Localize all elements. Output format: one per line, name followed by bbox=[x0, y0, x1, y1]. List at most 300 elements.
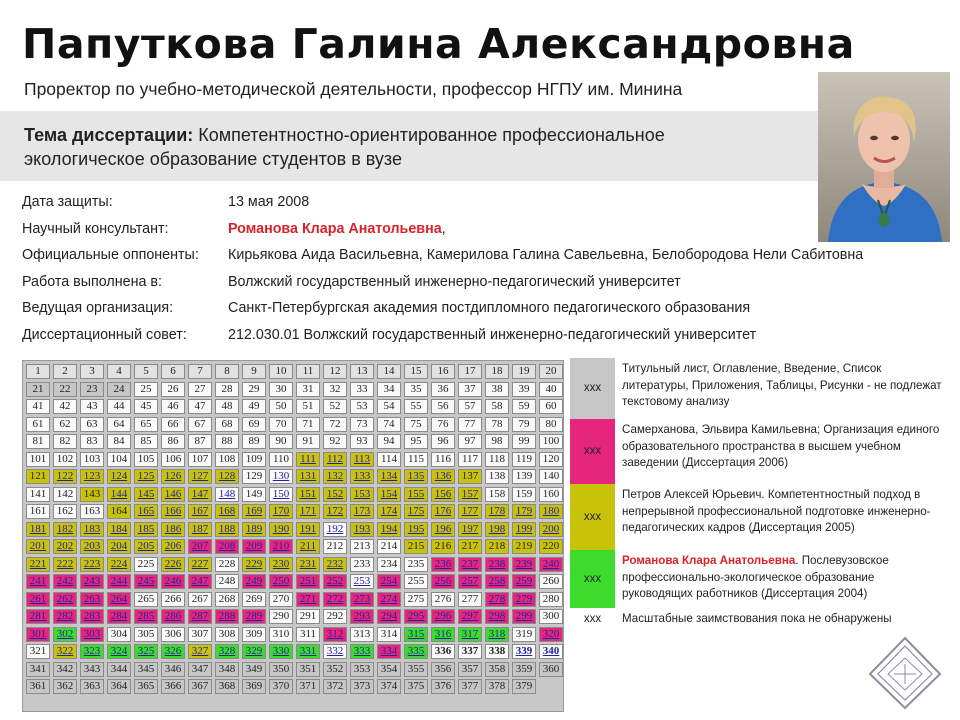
dissertation-theme-box bbox=[0, 111, 818, 181]
page-cell: 3 bbox=[80, 364, 104, 379]
page-cell: 352 bbox=[323, 662, 347, 677]
page-cell[interactable]: 332 bbox=[323, 644, 347, 659]
page-cell[interactable]: 184 bbox=[107, 522, 131, 537]
page-cell: 87 bbox=[188, 434, 212, 449]
page-cell[interactable]: 274 bbox=[377, 592, 401, 607]
page-cell[interactable]: 232 bbox=[323, 557, 347, 572]
page-cell[interactable]: 335 bbox=[404, 644, 428, 659]
page-cell: 88 bbox=[215, 434, 239, 449]
page-cell: 104 bbox=[107, 452, 131, 467]
page-cell[interactable]: 223 bbox=[80, 557, 104, 572]
page-cell[interactable]: 262 bbox=[53, 592, 77, 607]
page-cell[interactable]: 257 bbox=[458, 574, 482, 589]
page-cell[interactable]: 182 bbox=[53, 522, 77, 537]
page-cell[interactable]: 243 bbox=[80, 574, 104, 589]
page-cell[interactable]: 239 bbox=[512, 557, 536, 572]
page-cell: 355 bbox=[404, 662, 428, 677]
page-cell[interactable]: 317 bbox=[458, 627, 482, 642]
page-cell[interactable]: 339 bbox=[512, 644, 536, 659]
page-cell[interactable]: 237 bbox=[458, 557, 482, 572]
page-cell[interactable]: 155 bbox=[404, 487, 428, 502]
page-cell: 349 bbox=[242, 662, 266, 677]
page-cell: 92 bbox=[323, 434, 347, 449]
page-cell: 56 bbox=[431, 399, 455, 414]
page-cell[interactable]: 253 bbox=[350, 574, 374, 589]
page-cell: 319 bbox=[512, 627, 536, 642]
page-cell[interactable]: 125 bbox=[134, 469, 158, 484]
page-cell: 76 bbox=[431, 417, 455, 432]
page-cell: 379 bbox=[512, 679, 536, 694]
page-cell: 364 bbox=[107, 679, 131, 694]
legend-item bbox=[570, 608, 948, 630]
page-cell: 358 bbox=[485, 662, 509, 677]
page-cell: 265 bbox=[134, 592, 158, 607]
page-cell[interactable]: 113 bbox=[350, 452, 374, 467]
page-cell[interactable]: 153 bbox=[350, 487, 374, 502]
page-cell: 118 bbox=[485, 452, 509, 467]
page-cell: 106 bbox=[161, 452, 185, 467]
page-cell: 372 bbox=[323, 679, 347, 694]
page-grid bbox=[22, 360, 564, 712]
page-cell: 217 bbox=[458, 539, 482, 554]
page-cell[interactable]: 325 bbox=[134, 644, 158, 659]
page-cell[interactable]: 282 bbox=[53, 609, 77, 624]
page-cell: 116 bbox=[431, 452, 455, 467]
page-cell: 15 bbox=[404, 364, 428, 379]
page-cell[interactable]: 261 bbox=[26, 592, 50, 607]
page-cell: 17 bbox=[458, 364, 482, 379]
page-cell[interactable]: 293 bbox=[350, 609, 374, 624]
page-cell[interactable]: 289 bbox=[242, 609, 266, 624]
page-cell: 306 bbox=[161, 627, 185, 642]
page-cell: 1 bbox=[26, 364, 50, 379]
page-cell: 61 bbox=[26, 417, 50, 432]
legend-text: Титульный лист, Оглавление, Введение, Список литературы, Приложения, Таблицы, Рисунки - не подлежат текстовому анализу bbox=[622, 362, 942, 408]
page-cell: 370 bbox=[269, 679, 293, 694]
page-cell: 321 bbox=[26, 644, 50, 659]
page-cell[interactable]: 252 bbox=[323, 574, 347, 589]
page-cell[interactable]: 181 bbox=[26, 522, 50, 537]
page-cell[interactable]: 264 bbox=[107, 592, 131, 607]
page-cell[interactable]: 240 bbox=[539, 557, 563, 572]
page-cell[interactable]: 206 bbox=[161, 539, 185, 554]
page-cell: 255 bbox=[404, 574, 428, 589]
page-cell: 63 bbox=[80, 417, 104, 432]
page-cell[interactable]: 157 bbox=[458, 487, 482, 502]
page-cell: 214 bbox=[377, 539, 401, 554]
page-cell: 34 bbox=[377, 382, 401, 397]
page-cell[interactable]: 333 bbox=[350, 644, 374, 659]
page-cell: 269 bbox=[242, 592, 266, 607]
page-cell[interactable]: 283 bbox=[80, 609, 104, 624]
page-cell: 41 bbox=[26, 399, 50, 414]
page-cell[interactable]: 112 bbox=[323, 452, 347, 467]
page-cell[interactable]: 200 bbox=[539, 522, 563, 537]
page-cell[interactable]: 136 bbox=[431, 469, 455, 484]
page-cell[interactable]: 286 bbox=[161, 609, 185, 624]
page-cell[interactable]: 285 bbox=[134, 609, 158, 624]
page-cell[interactable]: 329 bbox=[242, 644, 266, 659]
page-cell[interactable]: 250 bbox=[269, 574, 293, 589]
page-cell[interactable]: 279 bbox=[512, 592, 536, 607]
page-cell: 8 bbox=[215, 364, 239, 379]
page-cell: 138 bbox=[485, 469, 509, 484]
legend-item bbox=[570, 419, 948, 484]
page-cell[interactable]: 195 bbox=[404, 522, 428, 537]
page-cell[interactable]: 287 bbox=[188, 609, 212, 624]
page-cell: 90 bbox=[269, 434, 293, 449]
page-cell: 108 bbox=[215, 452, 239, 467]
page-cell[interactable]: 205 bbox=[134, 539, 158, 554]
page-cell[interactable]: 298 bbox=[485, 609, 509, 624]
page-cell: 7 bbox=[188, 364, 212, 379]
page-cell[interactable]: 189 bbox=[242, 522, 266, 537]
page-cell: 80 bbox=[539, 417, 563, 432]
page-cell: 64 bbox=[107, 417, 131, 432]
page-cell[interactable]: 315 bbox=[404, 627, 428, 642]
page-cell[interactable]: 288 bbox=[215, 609, 239, 624]
page-cell[interactable]: 111 bbox=[296, 452, 320, 467]
page-cell[interactable]: 322 bbox=[53, 644, 77, 659]
page-cell: 24 bbox=[107, 382, 131, 397]
page-cell[interactable]: 168 bbox=[215, 504, 239, 519]
page-cell: 305 bbox=[134, 627, 158, 642]
page-cell[interactable]: 245 bbox=[134, 574, 158, 589]
page-cell[interactable]: 172 bbox=[323, 504, 347, 519]
page-cell: 47 bbox=[188, 399, 212, 414]
page-cell[interactable]: 316 bbox=[431, 627, 455, 642]
info-label: Диссертационный совет: bbox=[22, 326, 187, 343]
page-cell: 366 bbox=[161, 679, 185, 694]
person-name: Папуткова Галина Александровна bbox=[22, 20, 855, 68]
page-cell[interactable]: 126 bbox=[161, 469, 185, 484]
page-cell: 115 bbox=[404, 452, 428, 467]
page-cell: 163 bbox=[80, 504, 104, 519]
page-cell[interactable]: 312 bbox=[323, 627, 347, 642]
page-cell: 337 bbox=[458, 644, 482, 659]
page-cell[interactable]: 146 bbox=[161, 487, 185, 502]
page-cell[interactable]: 199 bbox=[512, 522, 536, 537]
page-cell[interactable]: 144 bbox=[107, 487, 131, 502]
page-cell[interactable]: 209 bbox=[242, 539, 266, 554]
page-cell[interactable]: 297 bbox=[458, 609, 482, 624]
page-cell: 114 bbox=[377, 452, 401, 467]
page-cell: 66 bbox=[161, 417, 185, 432]
page-cell[interactable]: 247 bbox=[188, 574, 212, 589]
page-cell[interactable]: 167 bbox=[188, 504, 212, 519]
page-cell[interactable]: 135 bbox=[404, 469, 428, 484]
legend-highlight-name: Романова Клара Анатольевна bbox=[622, 554, 796, 567]
page-cell: 78 bbox=[485, 417, 509, 432]
page-cell[interactable]: 180 bbox=[539, 504, 563, 519]
page-cell[interactable]: 340 bbox=[539, 644, 563, 659]
page-cell: 20 bbox=[539, 364, 563, 379]
page-cell[interactable]: 148 bbox=[215, 487, 239, 502]
page-cell: 102 bbox=[53, 452, 77, 467]
page-cell: 280 bbox=[539, 592, 563, 607]
page-cell[interactable]: 224 bbox=[107, 557, 131, 572]
page-cell: 99 bbox=[512, 434, 536, 449]
page-cell[interactable]: 230 bbox=[269, 557, 293, 572]
page-cell[interactable]: 187 bbox=[188, 522, 212, 537]
page-cell[interactable]: 183 bbox=[80, 522, 104, 537]
page-cell: 10 bbox=[269, 364, 293, 379]
page-cell[interactable]: 323 bbox=[80, 644, 104, 659]
page-cell: 46 bbox=[161, 399, 185, 414]
page-cell: 161 bbox=[26, 504, 50, 519]
page-cell: 71 bbox=[296, 417, 320, 432]
page-cell[interactable]: 328 bbox=[215, 644, 239, 659]
page-cell[interactable]: 198 bbox=[485, 522, 509, 537]
page-cell: 234 bbox=[377, 557, 401, 572]
page-cell: 129 bbox=[242, 469, 266, 484]
page-cell[interactable]: 151 bbox=[296, 487, 320, 502]
page-cell: 84 bbox=[107, 434, 131, 449]
page-cell: 83 bbox=[80, 434, 104, 449]
page-cell[interactable]: 222 bbox=[53, 557, 77, 572]
page-cell: 228 bbox=[215, 557, 239, 572]
page-cell: 74 bbox=[377, 417, 401, 432]
page-cell: 96 bbox=[431, 434, 455, 449]
page-cell[interactable]: 175 bbox=[404, 504, 428, 519]
theme-title: Компетентностно-ориентированное профессиональное экологическое образование студентов в вузе bbox=[24, 125, 665, 169]
page-cell[interactable]: 326 bbox=[161, 644, 185, 659]
page-cell[interactable]: 210 bbox=[269, 539, 293, 554]
page-cell[interactable]: 246 bbox=[161, 574, 185, 589]
page-cell: 159 bbox=[512, 487, 536, 502]
page-cell[interactable]: 302 bbox=[53, 627, 77, 642]
page-cell: 361 bbox=[26, 679, 50, 694]
page-cell[interactable]: 130 bbox=[269, 469, 293, 484]
page-cell: 356 bbox=[431, 662, 455, 677]
page-cell[interactable]: 295 bbox=[404, 609, 428, 624]
info-value: Волжский государственный инженерно-педагогический университет bbox=[228, 273, 681, 290]
info-label: Ведущая организация: bbox=[22, 300, 174, 316]
page-cell: 363 bbox=[80, 679, 104, 694]
page-cell[interactable]: 303 bbox=[80, 627, 104, 642]
page-cell: 91 bbox=[296, 434, 320, 449]
page-cell: 45 bbox=[134, 399, 158, 414]
page-cell: 55 bbox=[404, 399, 428, 414]
page-cell: 360 bbox=[539, 662, 563, 677]
page-cell[interactable]: 334 bbox=[377, 644, 401, 659]
page-cell: 373 bbox=[350, 679, 374, 694]
info-value: Кирьякова Аида Васильевна, Камерилова Галина Савельевна, Белобородова Нели Сабитовна bbox=[228, 247, 864, 263]
page-cell: 4 bbox=[107, 364, 131, 379]
page-cell: 266 bbox=[161, 592, 185, 607]
page-cell[interactable]: 150 bbox=[269, 487, 293, 502]
page-cell[interactable]: 145 bbox=[134, 487, 158, 502]
page-cell[interactable]: 301 bbox=[26, 627, 50, 642]
page-cell: 39 bbox=[512, 382, 536, 397]
page-cell[interactable]: 231 bbox=[296, 557, 320, 572]
page-cell[interactable]: 244 bbox=[107, 574, 131, 589]
page-cell: 51 bbox=[296, 399, 320, 414]
theme-label: Тема диссертации: bbox=[24, 125, 194, 145]
page-cell: 368 bbox=[215, 679, 239, 694]
page-cell[interactable]: 256 bbox=[431, 574, 455, 589]
page-cell: 215 bbox=[404, 539, 428, 554]
page-cell[interactable]: 154 bbox=[377, 487, 401, 502]
page-cell[interactable]: 226 bbox=[161, 557, 185, 572]
page-cell[interactable]: 284 bbox=[107, 609, 131, 624]
page-cell[interactable]: 204 bbox=[107, 539, 131, 554]
page-cell: 233 bbox=[350, 557, 374, 572]
page-cell: 30 bbox=[269, 382, 293, 397]
page-cell[interactable]: 238 bbox=[485, 557, 509, 572]
page-cell[interactable]: 324 bbox=[107, 644, 131, 659]
page-cell[interactable]: 127 bbox=[188, 469, 212, 484]
legend-item bbox=[570, 550, 948, 608]
page-cell: 343 bbox=[80, 662, 104, 677]
page-cell[interactable]: 299 bbox=[512, 609, 536, 624]
page-cell[interactable]: 201 bbox=[26, 539, 50, 554]
page-cell: 375 bbox=[404, 679, 428, 694]
page-cell[interactable]: 203 bbox=[80, 539, 104, 554]
page-cell: 216 bbox=[431, 539, 455, 554]
page-cell: 376 bbox=[431, 679, 455, 694]
page-cell[interactable]: 242 bbox=[53, 574, 77, 589]
page-cell: 354 bbox=[377, 662, 401, 677]
page-cell[interactable]: 178 bbox=[485, 504, 509, 519]
page-cell[interactable]: 318 bbox=[485, 627, 509, 642]
page-cell: 149 bbox=[242, 487, 266, 502]
page-cell[interactable]: 171 bbox=[296, 504, 320, 519]
page-cell: 141 bbox=[26, 487, 50, 502]
page-cell: 25 bbox=[134, 382, 158, 397]
page-cell[interactable]: 221 bbox=[26, 557, 50, 572]
page-cell: 103 bbox=[80, 452, 104, 467]
page-cell[interactable]: 123 bbox=[80, 469, 104, 484]
page-cell[interactable]: 128 bbox=[215, 469, 239, 484]
page-cell: 85 bbox=[134, 434, 158, 449]
page-cell[interactable]: 174 bbox=[377, 504, 401, 519]
page-cell[interactable]: 191 bbox=[296, 522, 320, 537]
page-cell[interactable]: 273 bbox=[350, 592, 374, 607]
page-cell[interactable]: 208 bbox=[215, 539, 239, 554]
page-cell[interactable]: 156 bbox=[431, 487, 455, 502]
legend-swatch: xxx bbox=[570, 358, 615, 419]
page-cell: 100 bbox=[539, 434, 563, 449]
page-cell: 291 bbox=[296, 609, 320, 624]
page-cell: 351 bbox=[296, 662, 320, 677]
page-cell[interactable]: 193 bbox=[350, 522, 374, 537]
page-cell[interactable]: 194 bbox=[377, 522, 401, 537]
page-cell: 357 bbox=[458, 662, 482, 677]
page-cell: 54 bbox=[377, 399, 401, 414]
dissernet-logo-icon bbox=[866, 634, 944, 712]
page-cell[interactable]: 197 bbox=[458, 522, 482, 537]
page-cell[interactable]: 122 bbox=[53, 469, 77, 484]
page-cell[interactable]: 207 bbox=[188, 539, 212, 554]
page-cell: 338 bbox=[485, 644, 509, 659]
page-cell[interactable]: 271 bbox=[296, 592, 320, 607]
page-cell[interactable]: 258 bbox=[485, 574, 509, 589]
consultant-suffix: , bbox=[441, 220, 446, 237]
page-cell[interactable]: 251 bbox=[296, 574, 320, 589]
page-cell[interactable]: 211 bbox=[296, 539, 320, 554]
page-cell[interactable]: 170 bbox=[269, 504, 293, 519]
legend-swatch: xxx bbox=[570, 550, 615, 608]
page-cell: 309 bbox=[242, 627, 266, 642]
page-cell[interactable]: 281 bbox=[26, 609, 50, 624]
page-cell: 267 bbox=[188, 592, 212, 607]
page-cell[interactable]: 229 bbox=[242, 557, 266, 572]
page-cell[interactable]: 263 bbox=[80, 592, 104, 607]
page-cell: 377 bbox=[458, 679, 482, 694]
page-cell[interactable]: 132 bbox=[323, 469, 347, 484]
page-cell: 28 bbox=[215, 382, 239, 397]
page-cell: 219 bbox=[512, 539, 536, 554]
page-cell[interactable]: 192 bbox=[323, 522, 347, 537]
page-cell[interactable]: 166 bbox=[161, 504, 185, 519]
page-cell: 346 bbox=[161, 662, 185, 677]
page-cell: 53 bbox=[350, 399, 374, 414]
page-cell[interactable]: 185 bbox=[134, 522, 158, 537]
page-cell[interactable]: 196 bbox=[431, 522, 455, 537]
page-cell[interactable]: 177 bbox=[458, 504, 482, 519]
page-cell[interactable]: 131 bbox=[296, 469, 320, 484]
page-cell[interactable]: 278 bbox=[485, 592, 509, 607]
page-cell: 89 bbox=[242, 434, 266, 449]
page-cell[interactable]: 327 bbox=[188, 644, 212, 659]
page-cell: 70 bbox=[269, 417, 293, 432]
page-cell[interactable]: 186 bbox=[161, 522, 185, 537]
page-cell: 59 bbox=[512, 399, 536, 414]
info-label: Работа выполнена в: bbox=[22, 273, 162, 290]
page-cell: 19 bbox=[512, 364, 536, 379]
page-cell: 22 bbox=[53, 382, 77, 397]
page-cell: 350 bbox=[269, 662, 293, 677]
person-position: Проректор по учебно-методической деятельности, профессор НГПУ им. Минина bbox=[24, 79, 683, 99]
page-cell[interactable]: 249 bbox=[242, 574, 266, 589]
info-value: Санкт-Петербургская академия постдипломного педагогического образования bbox=[228, 300, 751, 316]
page-cell[interactable]: 134 bbox=[377, 469, 401, 484]
page-cell[interactable]: 294 bbox=[377, 609, 401, 624]
page-cell[interactable]: 133 bbox=[350, 469, 374, 484]
page-cell[interactable]: 331 bbox=[296, 644, 320, 659]
page-cell: 95 bbox=[404, 434, 428, 449]
page-cell[interactable]: 330 bbox=[269, 644, 293, 659]
page-cell: 140 bbox=[539, 469, 563, 484]
page-cell[interactable]: 241 bbox=[26, 574, 50, 589]
page-cell[interactable]: 173 bbox=[350, 504, 374, 519]
page-cell: 290 bbox=[269, 609, 293, 624]
page-cell[interactable]: 259 bbox=[512, 574, 536, 589]
page-cell[interactable]: 176 bbox=[431, 504, 455, 519]
page-cell[interactable]: 254 bbox=[377, 574, 401, 589]
page-cell[interactable]: 320 bbox=[539, 627, 563, 642]
page-cell[interactable]: 169 bbox=[242, 504, 266, 519]
page-cell[interactable]: 227 bbox=[188, 557, 212, 572]
page-cell[interactable]: 124 bbox=[107, 469, 131, 484]
page-cell[interactable]: 202 bbox=[53, 539, 77, 554]
page-cell: 72 bbox=[323, 417, 347, 432]
page-cell[interactable]: 165 bbox=[134, 504, 158, 519]
page-cell: 374 bbox=[377, 679, 401, 694]
page-cell[interactable]: 190 bbox=[269, 522, 293, 537]
page-cell: 268 bbox=[215, 592, 239, 607]
page-cell[interactable]: 152 bbox=[323, 487, 347, 502]
page-cell[interactable]: 179 bbox=[512, 504, 536, 519]
page-cell: 160 bbox=[539, 487, 563, 502]
page-cell[interactable]: 236 bbox=[431, 557, 455, 572]
page-cell[interactable]: 296 bbox=[431, 609, 455, 624]
page-cell[interactable]: 272 bbox=[323, 592, 347, 607]
page-cell[interactable]: 188 bbox=[215, 522, 239, 537]
info-value: 13 мая 2008 bbox=[228, 194, 310, 210]
page-cell[interactable]: 147 bbox=[188, 487, 212, 502]
